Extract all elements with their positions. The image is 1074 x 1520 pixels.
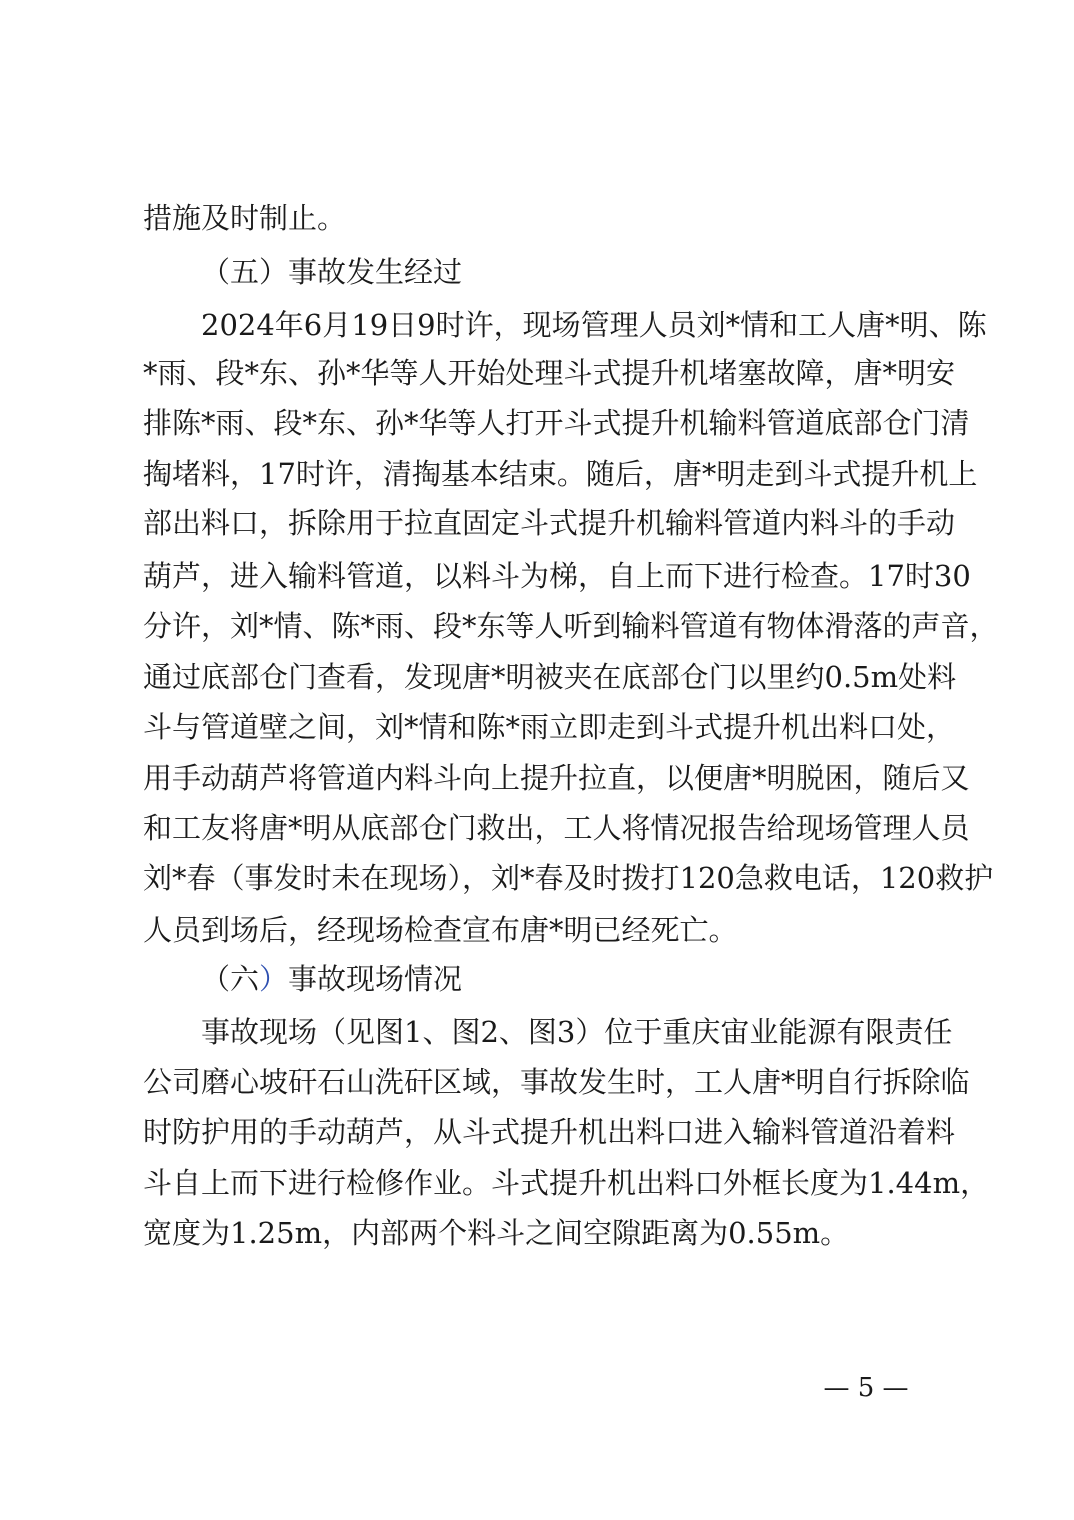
paragraph-line: 公司磨心坡矸石山洗矸区域，事故发生时，工人唐*明自行拆除临 bbox=[143, 1065, 970, 1099]
paragraph-line: 措施及时制止。 bbox=[143, 201, 347, 235]
paragraph-line: 斗自上而下进行检修作业。斗式提升机出料口外框长度为1.44m， bbox=[143, 1166, 990, 1200]
paragraph-line: 排陈*雨、段*东、孙*华等人打开斗式提升机输料管道底部仓门清 bbox=[143, 406, 970, 440]
paragraph-line: 事故现场（见图1、图2、图3）位于重庆宙业能源有限责任 bbox=[201, 1015, 953, 1049]
paragraph-line: 掏堵料，17时许，清掏基本结束。随后，唐*明走到斗式提升机上 bbox=[143, 457, 978, 491]
paragraph-line: *雨、段*东、孙*华等人开始处理斗式提升机堵塞故障，唐*明安 bbox=[143, 356, 956, 390]
paragraph-line: 部出料口，拆除用于拉直固定斗式提升机输料管道内料斗的手动 bbox=[143, 506, 956, 540]
paragraph-line: 刘*春（事发时未在现场），刘*春及时拨打120急救电话，120救护 bbox=[143, 861, 994, 895]
paragraph-line: 2024年6月19日9时许，现场管理人员刘*情和工人唐*明、陈 bbox=[201, 308, 987, 342]
paragraph-line: 人员到场后，经现场检查宣布唐*明已经死亡。 bbox=[143, 913, 738, 947]
heading-text: 事故现场情况 bbox=[288, 962, 463, 996]
heading-close-paren: ） bbox=[259, 962, 289, 996]
paragraph-line: 时防护用的手动葫芦，从斗式提升机出料口进入输料管道沿着料 bbox=[143, 1115, 956, 1149]
paragraph-line: 和工友将唐*明从底部仓门救出，工人将情况报告给现场管理人员 bbox=[143, 811, 970, 845]
paragraph-line: 分许，刘*情、陈*雨、段*东等人听到输料管道有物体滑落的声音， bbox=[143, 609, 999, 643]
paragraph-line: 用手动葫芦将管道内料斗向上提升拉直，以便唐*明脱困，随后又 bbox=[143, 761, 970, 795]
paragraph-line: 通过底部仓门查看，发现唐*明被夹在底部仓门以里约0.5m处料 bbox=[143, 660, 957, 694]
paragraph-line: 宽度为1.25m，内部两个料斗之间空隙距离为0.55m。 bbox=[143, 1216, 850, 1250]
page-number: — 5 — bbox=[823, 1373, 909, 1403]
paragraph-line: 葫芦，进入输料管道，以料斗为梯，自上而下进行检查。17时30 bbox=[143, 559, 971, 593]
paragraph-line: 斗与管道壁之间，刘*情和陈*雨立即走到斗式提升机出料口处， bbox=[143, 710, 956, 744]
heading-open: （六 bbox=[201, 962, 260, 996]
section-heading-5: （五）事故发生经过 bbox=[201, 255, 463, 289]
section-heading-6 bbox=[201, 959, 462, 999]
